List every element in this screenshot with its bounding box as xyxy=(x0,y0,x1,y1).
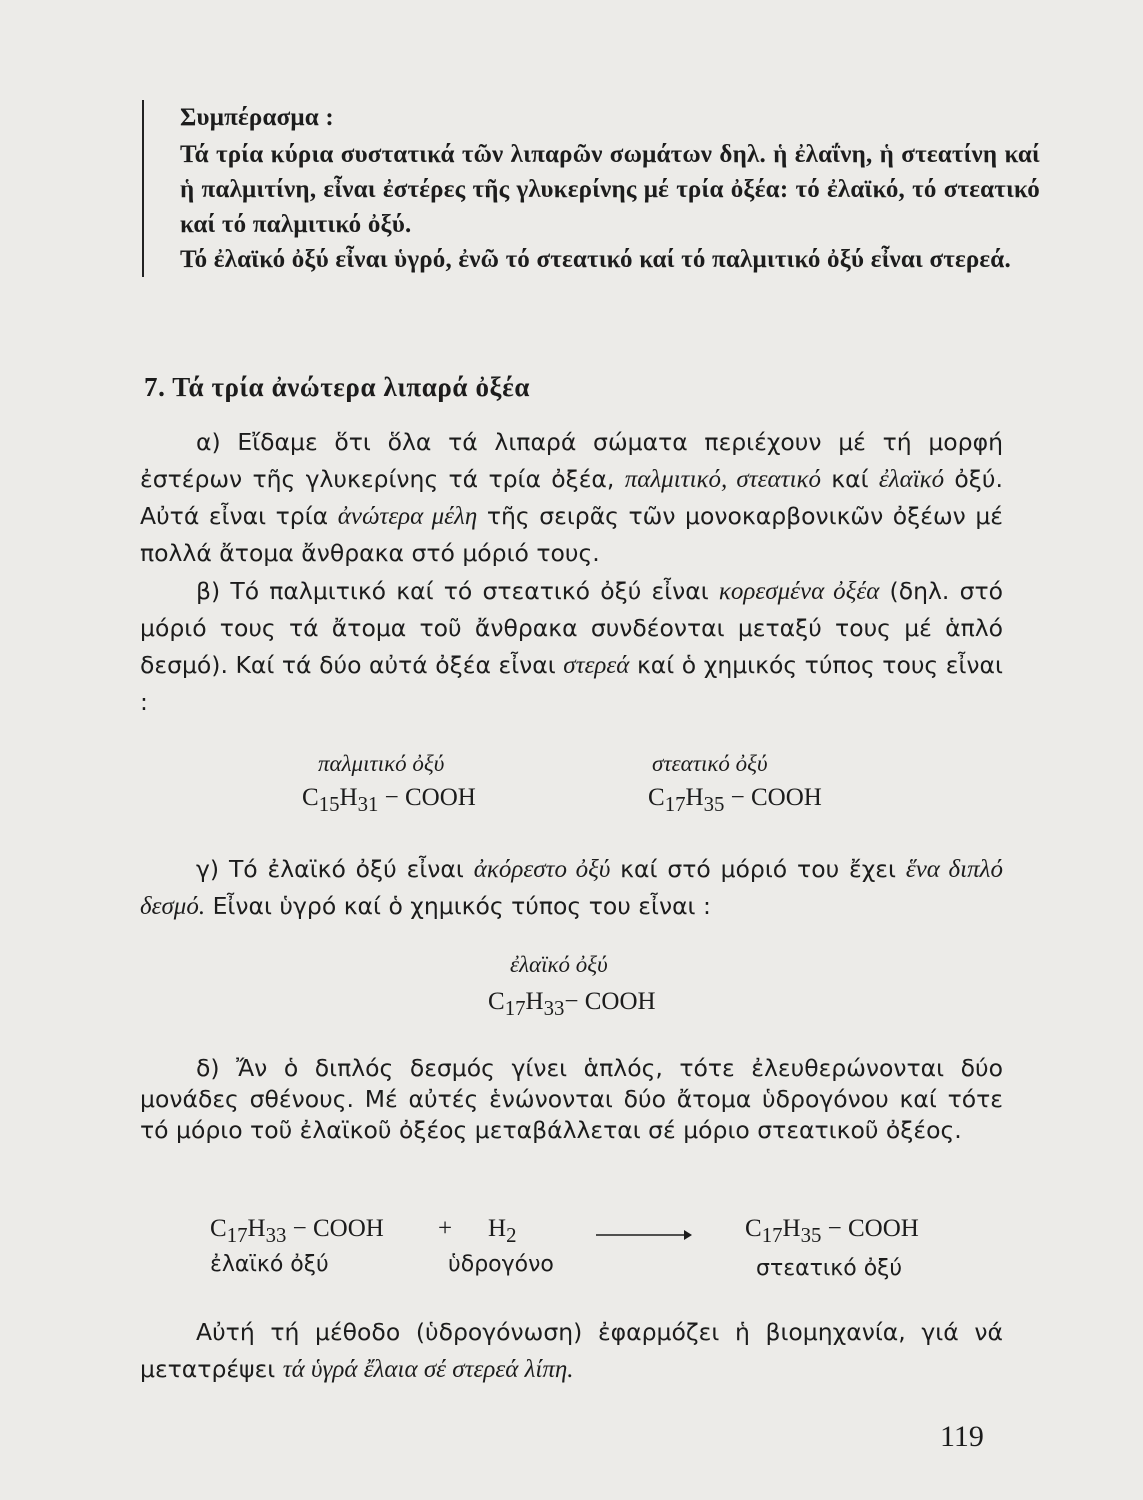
section-title: 7. Τά τρία ἀνώτερα λιπαρά ὀξέα xyxy=(144,372,530,402)
reaction-product-formula: $C_{17}H_{35}$ − COOH xyxy=(745,1215,919,1247)
para-b-text: β) Τό παλμιτικό καί τό στεατικό ὀξύ εἶναι xyxy=(196,577,719,605)
page-number: 119 xyxy=(940,1420,984,1453)
para-c-text: καί στό μόριό του ἔχει xyxy=(610,855,906,883)
reaction-product-label: στεατικό ὀξύ xyxy=(756,1256,903,1281)
para-c-text: γ) Τό ἐλαϊκό ὀξύ εἶναι xyxy=(196,855,474,883)
oleic-acid-label: ἐλαϊκό ὀξύ xyxy=(510,952,608,977)
reaction-reactant-label: ἐλαϊκό ὀξύ xyxy=(210,1252,329,1277)
conclusion-text-1: Τά τρία κύρια συστατικά τῶν λιπαρῶν σωμάτων δηλ. ἡ ἐλαΐνη, ἡ στεατίνη καί ἡ παλμιτίνη, εἶναι ἐστέρες τῆς γλυκερίνης μέ τρία ὀξέα: τό ἐλαϊκό, τό στεατικό καί τό παλμιτικό ὀξύ. xyxy=(180,141,1040,238)
reaction-hydrogen-formula: $H_2$ xyxy=(488,1215,517,1247)
reaction-reactant-formula: $C_{17}H_{33}$ − COOH xyxy=(210,1215,384,1247)
reaction-arrow-icon xyxy=(596,1225,692,1245)
para-b-italic: κορεσμένα ὀξέα xyxy=(718,578,880,605)
reaction-hydrogen-label: ὑδρογόνο xyxy=(448,1252,554,1277)
para-a-text: καί xyxy=(821,465,879,493)
conclusion-text-2: Τό ἐλαϊκό ὀξύ εἶναι ὑγρό, ἐνῶ τό στεατικό καί τό παλμιτικό ὀξύ εἶναι στερεά. xyxy=(180,246,1011,273)
para-a-italic: ἐλαϊκό xyxy=(878,466,945,493)
para-a-italic: ἀνώτερα μέλη xyxy=(337,503,478,530)
conclusion-heading: Συμπέρασμα : xyxy=(180,104,334,131)
para-a-italic: παλμιτικό, στεατικό xyxy=(624,466,822,493)
paragraph-c xyxy=(140,851,1003,925)
paragraph-a xyxy=(140,424,1003,572)
conclusion-box xyxy=(142,100,1040,277)
stearic-acid-label: στεατικό ὀξύ xyxy=(652,751,768,776)
reaction-plus: + xyxy=(438,1215,453,1242)
para-b-italic: στερεά xyxy=(563,652,630,679)
para-d-text: δ) Ἄν ὁ διπλός δεσμός γίνει ἁπλός, τότε ἐλευθερώνονται δύο μονάδες σθένους. Μέ αὐτές ἑνώνονται δύο ἄτομα ὑδρογόνου καί τότε τό μόριο τοῦ ἐλαϊκοῦ ὀξέος μεταβάλλεται σέ μόριο στεατικοῦ ὀξέος. xyxy=(140,1054,1003,1144)
final-text: Αὐτή τή μέθοδο (ὑδρογόνωση) ἐφαρμόζει ἡ βιομηχανία, γιά νά μετατρέψει xyxy=(140,1318,1003,1383)
para-a-text: ὀξύ. Αὐτά εἶναι τρία xyxy=(140,465,1003,530)
palmitic-acid-formula: $C_{15}H_{31}$ − COOH xyxy=(302,784,476,816)
para-a-text: α) Εἴδαμε ὅτι ὅλα τά λιπαρά σώματα περιέχουν μέ τή μορφή ἐστέρων τῆς γλυκερίνης τά τρία ὀξέα, xyxy=(140,428,1003,493)
para-b-text: καί ὁ χημικός τύπος τους εἶναι : xyxy=(140,651,1003,716)
para-a-text: τῆς σειρᾶς τῶν μονοκαρβονικῶν ὀξέων μέ πολλά ἄτομα ἄνθρακα στό μόριό τους. xyxy=(140,502,1003,567)
para-c-italic: ἕνα διπλό δεσμό. xyxy=(140,856,1003,920)
para-c-text: Εἶναι ὑγρό καί ὁ χημικός τύπος του εἶναι : xyxy=(205,892,711,920)
stearic-acid-formula: $C_{17}H_{35}$ − COOH xyxy=(648,784,822,816)
para-b-text: (δηλ. στό μόριό τους τά ἄτομα τοῦ ἄνθρακα συνδέονται μεταξύ τους μέ ἁπλό δεσμό). Καί τά δύο αὐτά ὀξέα εἶναι xyxy=(140,577,1003,679)
palmitic-acid-label: παλμιτικό ὀξύ xyxy=(318,751,445,776)
oleic-acid-formula: $C_{17}H_{33}-$ COOH xyxy=(488,988,656,1020)
paragraph-b xyxy=(140,573,1003,721)
para-c-italic: ἀκόρεστο ὀξύ xyxy=(473,856,611,883)
paragraph-d xyxy=(140,1053,1003,1146)
final-paragraph xyxy=(140,1314,1003,1388)
final-italic: τά ὑγρά ἔλαια σέ στερεά λίπη. xyxy=(282,1356,574,1383)
